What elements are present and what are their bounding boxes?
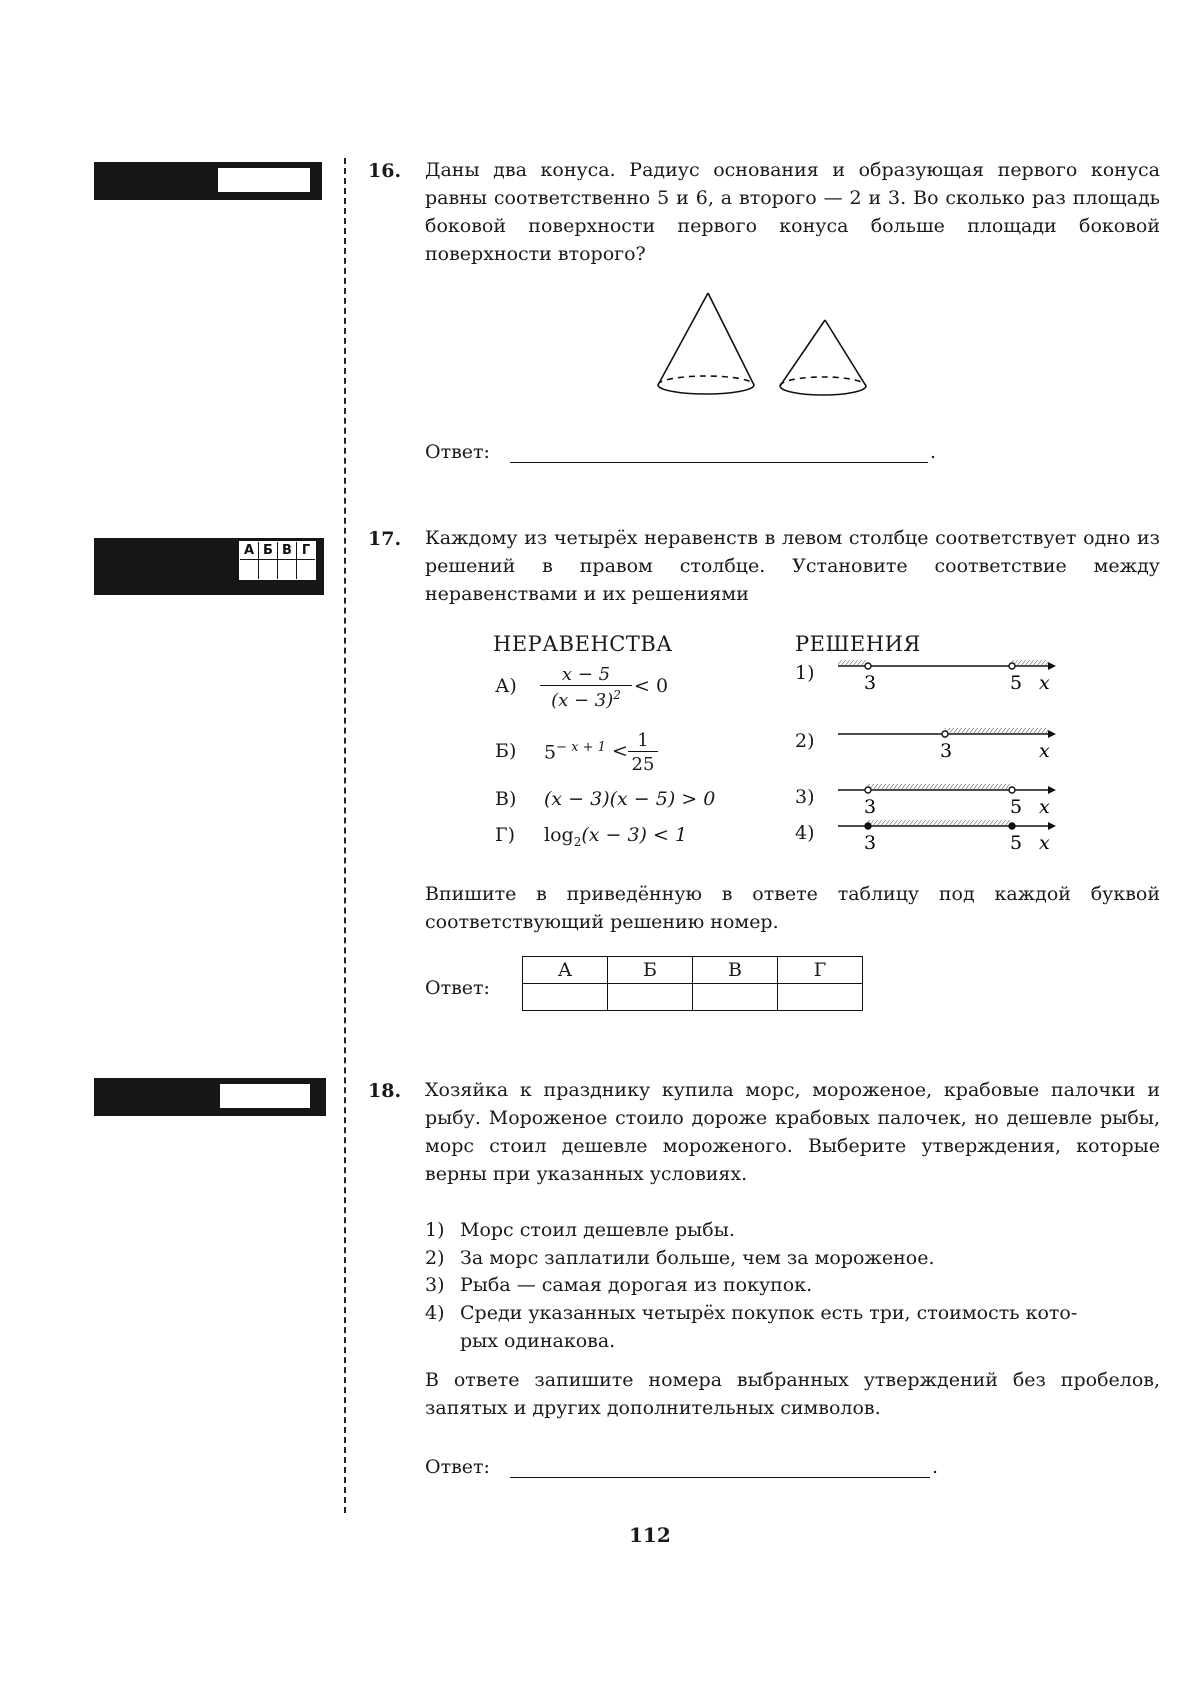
cones-figure	[650, 285, 880, 400]
q18-option-3-num: 3)	[425, 1274, 445, 1296]
solution-1-var: x	[1039, 672, 1050, 694]
q18-option-4-text: Среди указанных четырёх покупок есть три, стоимость кото-	[460, 1302, 1078, 1324]
ineq-g-sub: 2	[573, 834, 582, 849]
solution-1-tick-5: 5	[1010, 672, 1023, 694]
q16-answer-field[interactable]	[510, 462, 928, 463]
grid-letter-g: Г	[297, 542, 315, 559]
solution-3-tick-5: 5	[1010, 796, 1023, 818]
solution-1-number-line	[830, 650, 1060, 700]
cone-small	[780, 320, 866, 395]
q16-margin-box	[94, 162, 322, 200]
q17-table-answer-row	[523, 984, 863, 1011]
ineq-a-relation: < 0	[634, 675, 669, 697]
solution-4-var: x	[1039, 832, 1050, 854]
q17-table-header-v: В	[693, 957, 778, 984]
solution-1-num: 1)	[795, 662, 815, 684]
cut-line	[344, 158, 346, 1513]
ineq-a-denominator: (x − 3)	[551, 690, 614, 711]
q17-table-header-row	[523, 957, 863, 984]
solution-4-number-line	[830, 810, 1060, 860]
q18-option-2-text: За морс заплатили больше, чем за мороженое.	[460, 1247, 935, 1269]
q18-option-3-text: Рыба — самая дорогая из покупок.	[460, 1274, 813, 1296]
q16-answer-label: Ответ:	[425, 441, 490, 463]
q17-answer-grid[interactable]	[239, 541, 316, 580]
grid-cell[interactable]	[259, 560, 277, 579]
ineq-v-expr: (x − 3)(x − 5) > 0	[544, 788, 716, 810]
q18-option-1-num: 1)	[425, 1219, 445, 1241]
q17-text: Каждому из четырёх неравенств в левом столбце соответствует одно из решений в правом столбце. Установите соответствие между неравенствами и их решениями	[425, 527, 1160, 605]
solution-2-num: 2)	[795, 730, 815, 752]
ineq-v-letter: В)	[495, 788, 517, 810]
ineq-a-power: 2	[613, 688, 621, 702]
q17-answer-cell-b[interactable]	[608, 984, 693, 1011]
q18-option-4-text-cont: рых одинакова.	[460, 1330, 616, 1352]
q18-option-2-num: 2)	[425, 1247, 445, 1269]
q18-answer-label: Ответ:	[425, 1456, 490, 1478]
grid-letter-a: А	[240, 542, 258, 559]
q17-margin-box	[94, 538, 324, 595]
q18-option-4-num: 4)	[425, 1302, 445, 1324]
ineq-g-log: log	[544, 824, 574, 846]
q17-table-header-b: Б	[608, 957, 693, 984]
grid-letter-v: В	[278, 542, 296, 559]
q18-number: 18.	[368, 1080, 402, 1102]
q17-table-header-a: А	[523, 957, 608, 984]
solution-4-num: 4)	[795, 822, 815, 844]
inequalities-heading: НЕРАВЕНСТВА	[493, 632, 673, 656]
ineq-b-base-value: 5	[544, 741, 557, 764]
solution-2-tick-3: 3	[940, 740, 953, 762]
q18-answer-end: .	[932, 1456, 939, 1478]
solution-1-tick-3: 3	[864, 672, 877, 694]
ineq-b-frac-num: 1	[628, 730, 658, 752]
q16-answer-end: .	[930, 441, 937, 463]
ineq-g-letter: Г)	[495, 824, 515, 846]
ineq-g-rest: (x − 3) < 1	[581, 824, 688, 846]
q17-answer-table	[522, 956, 863, 1011]
q16-answer-slot[interactable]	[218, 168, 310, 192]
ineq-a-numerator: x − 5	[540, 664, 632, 686]
grid-cell[interactable]	[278, 560, 296, 579]
q17-answer-cell-v[interactable]	[693, 984, 778, 1011]
solution-3-var: x	[1039, 796, 1050, 818]
grid-cell[interactable]	[240, 560, 258, 579]
solution-4-tick-3: 3	[864, 832, 877, 854]
q17-answer-cell-a[interactable]	[523, 984, 608, 1011]
q18-text: Хозяйка к празднику купила морс, мороженое, крабовые палочки и рыбу. Мороженое стоило дороже крабовых палочек, но дешевле рыбы, морс стоил дешевле мороженого. Выберите утверждения, которые верны при указанных условиях.	[425, 1079, 1160, 1185]
ineq-b-frac-den: 25	[631, 754, 655, 775]
q18-answer-slot[interactable]	[220, 1084, 310, 1108]
q17-table-header-g: Г	[778, 957, 863, 984]
q18-option-1-text: Морс стоил дешевле рыбы.	[460, 1219, 735, 1241]
solution-2-var: x	[1039, 740, 1050, 762]
q18-answer-field[interactable]	[510, 1477, 930, 1478]
cone-large	[658, 293, 754, 394]
ineq-b-letter: Б)	[495, 740, 517, 762]
q16-number: 16.	[368, 160, 402, 182]
solution-4-tick-5: 5	[1010, 832, 1023, 854]
ineq-a-letter: А)	[495, 675, 517, 697]
grid-letter-b: Б	[259, 542, 277, 559]
q16-text: Даны два конуса. Радиус основания и образующая первого конуса равны соответственно 5 и 6, а второго — 2 и 3. Во сколько раз площадь боковой поверхности первого конуса больше площади боковой поверхности второго?	[425, 159, 1160, 265]
solution-3-num: 3)	[795, 786, 815, 808]
grid-cell[interactable]	[297, 560, 315, 579]
solution-2-number-line	[830, 718, 1060, 768]
q18-instruction: В ответе запишите номера выбранных утверждений без пробелов, запятых и других дополнительных символов.	[425, 1369, 1160, 1419]
ineq-b-fraction	[628, 730, 658, 775]
ineq-b-relation: <	[612, 740, 628, 762]
ineq-g-expr	[544, 824, 687, 849]
ineq-b-exponent: − x + 1	[556, 740, 606, 755]
solutions-heading: РЕШЕНИЯ	[795, 632, 921, 656]
ineq-b-base	[544, 740, 606, 763]
q17-instruction: Впишите в приведённую в ответе таблицу под каждой буквой соответствующий решению номер.	[425, 883, 1160, 933]
ineq-a-fraction	[540, 664, 632, 711]
solution-3-tick-3: 3	[864, 796, 877, 818]
q17-answer-label: Ответ:	[425, 977, 490, 999]
page-number: 112	[629, 1523, 671, 1547]
q17-answer-cell-g[interactable]	[778, 984, 863, 1011]
q18-margin-box	[94, 1078, 326, 1116]
q17-number: 17.	[368, 528, 402, 550]
